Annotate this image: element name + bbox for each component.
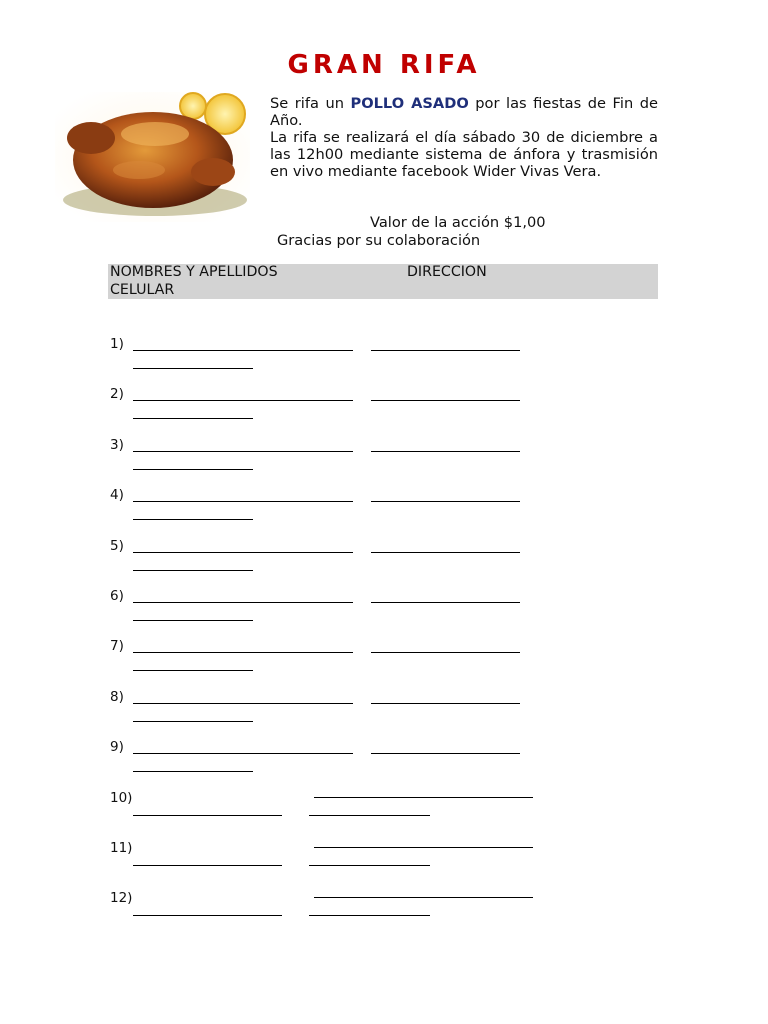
address-line[interactable] [133,865,282,866]
entry-number: 2) [110,386,124,402]
intro-pre: Se rifa un [270,95,351,112]
phone-line[interactable] [133,368,253,369]
name-line[interactable] [133,501,353,502]
address-line[interactable] [371,350,520,351]
entry-row [0,336,768,376]
entry-number: 8) [110,689,124,705]
intro-text [270,95,658,180]
phone-line[interactable] [133,620,253,621]
entry-number: 4) [110,487,124,503]
entry-number: 6) [110,588,124,604]
address-line[interactable] [371,753,520,754]
address-line[interactable] [371,652,520,653]
name-line[interactable] [133,350,353,351]
name-line[interactable] [133,552,353,553]
name-line[interactable] [314,797,533,798]
entry-number: 5) [110,538,124,554]
phone-line[interactable] [133,418,253,419]
entry-number: 1) [110,336,124,352]
address-line[interactable] [371,451,520,452]
entry-row [0,890,768,930]
address-line[interactable] [133,815,282,816]
name-line[interactable] [133,652,353,653]
entry-number: 12) [110,890,133,906]
entry-number: 7) [110,638,124,654]
name-line[interactable] [133,400,353,401]
phone-line[interactable] [133,721,253,722]
address-line[interactable] [371,703,520,704]
entry-row [0,790,768,830]
entry-row [0,588,768,628]
phone-line[interactable] [133,570,253,571]
entry-number: 10) [110,790,133,806]
address-line[interactable] [371,602,520,603]
phone-line[interactable] [133,519,253,520]
roast-chicken-photo [55,92,250,222]
phone-line[interactable] [309,865,430,866]
entry-row [0,739,768,779]
thanks-text: Gracias por su colaboración [277,232,481,249]
name-line[interactable] [133,703,353,704]
name-line[interactable] [133,753,353,754]
entry-number: 9) [110,739,124,755]
phone-line[interactable] [133,771,253,772]
entry-row [0,689,768,729]
name-line[interactable] [314,847,533,848]
address-line[interactable] [133,915,282,916]
entry-row [0,638,768,678]
header-address: DIRECCION [407,264,487,280]
intro-post: por las fiestas de Fin de Año. [270,95,658,129]
phone-line[interactable] [309,815,430,816]
address-line[interactable] [371,552,520,553]
address-line[interactable] [371,400,520,401]
header-phone: CELULAR [110,282,175,298]
entry-row [0,840,768,880]
entry-row [0,386,768,426]
prize-highlight: POLLO ASADO [350,95,469,112]
phone-line[interactable] [133,469,253,470]
entry-number: 11) [110,840,133,856]
entry-row [0,487,768,527]
name-line[interactable] [314,897,533,898]
draw-details: La rifa se realizará el día sábado 30 de diciembre a las 12h00 mediante sistema de ánfora y trasmisión en vivo mediante facebook Wider Vivas Vera. [270,129,658,180]
phone-line[interactable] [309,915,430,916]
entry-number: 3) [110,437,124,453]
phone-line[interactable] [133,670,253,671]
ticket-price: Valor de la acción $1,00 [370,214,546,231]
header-names: NOMBRES Y APELLIDOS [110,264,278,280]
name-line[interactable] [133,451,353,452]
page-title: GRAN RIFA [287,50,481,80]
entry-row [0,437,768,477]
address-line[interactable] [371,501,520,502]
name-line[interactable] [133,602,353,603]
entry-row [0,538,768,578]
